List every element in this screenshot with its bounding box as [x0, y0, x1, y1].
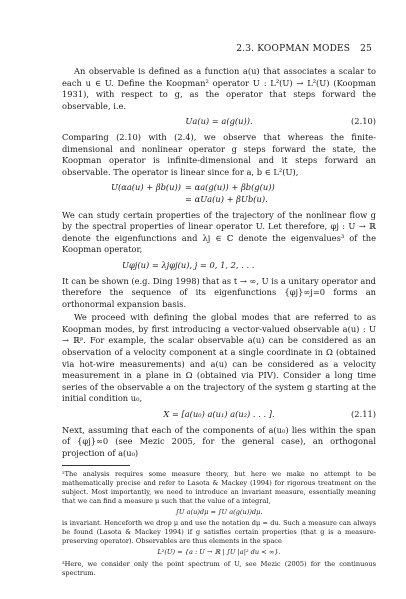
footnote-2-text-a: ²The analysis requires some measure theory, but here we make no attempt to be mathematically precise and refer to Lasota & Mackey (1994) for rigorous treatment on the subject. Most importantly, we need to introduce an invariant measure, essentially meaning that we can find a measure μ such that the value of a integral,: [62, 470, 376, 506]
running-header: [236, 44, 372, 54]
footnote-3: [62, 560, 376, 578]
equation-2-11-number: (2.11): [351, 409, 376, 420]
paragraph-projection: Next, assuming that each of the components of a(u₀) lies within the span of {φj}∞0 (see Mezic 2005, for the general case), an orthogonal projection of a(u₀): [62, 424, 376, 458]
equation-2-11-body: X = [a(u₀) a(u₁) a(u₂) . . . ].: [163, 409, 275, 420]
footnote-2-text-b: is invariant. Henceforth we drop μ and use the notation dμ = du. Such a measure can always be found (Lasota & Mackey 1994) if g satisfies certain properties (that g is a measure-preserving operator). Observables are thus elements in the space: [62, 519, 376, 546]
page-body: [62, 66, 376, 578]
footnote-2-equation-1: ∫U a(u)dμ = ∫U a(g(u))dμ.: [175, 508, 263, 517]
footnote-3-text: ³Here, we consider only the point spectrum of U, see Mezic (2005) for the continuous spectrum.: [62, 560, 376, 578]
linearity-rhs-2: = αUa(u) + βUb(u).: [185, 193, 268, 204]
equation-eigenvalue: Uφj(u) = λjφj(u), j = 0, 1, 2, . . .: [122, 259, 255, 270]
equation-2-10-number: (2.10): [351, 116, 376, 127]
paragraph-observable-definition: An observable is defined as a function a(u) that associates a scalar to each u ∈ U. Define the Koopman² operator U : L²(U) → L²(U) (Koopman 1931), with respect to g, as the operator that steps forward the observable, i.e.: [62, 66, 376, 111]
equation-2-11: [62, 409, 376, 421]
linearity-rhs-1: = αa(g(u)) + βb(g(u)): [185, 182, 275, 193]
linearity-lhs: U(αa(u) + βb(u)): [111, 182, 181, 193]
equation-2-10: [62, 116, 376, 128]
footnote-2-equation-2: L²(U) = {a : U → ℝ | ∫U |a|² du < ∞}.: [157, 548, 281, 557]
paragraph-unitary: It can be shown (e.g. Ding 1998) that as t → ∞, U is a unitary operator and therefore the sequence of its eigenfunctions {φj}∞j=0 forms an orthonormal expansion basis.: [62, 275, 376, 309]
paragraph-koopman-modes: We proceed with defining the global modes that are referred to as Koopman modes, by first introducing a vector-valued observable a(u) : U → ℝᵖ. For example, the scalar observable a(u) can be considered as an observation of a velocity component at a single coordinate in Ω (obtained via hot-wire measurements) and a(u) can be considered as a velocity measurement in a plane in Ω (obtained via PIV). Consider a long time series of the observable a on the trajectory of the system g starting at the initial condition u₀,: [62, 312, 376, 404]
page-number: 25: [360, 44, 372, 54]
header-section-title: 2.3. KOOPMAN MODES: [236, 44, 351, 54]
paragraph-spectral: We can study certain properties of the trajectory of the nonlinear flow g by the spectral properties of linear operator U. Let therefore, φj : U → ℝ denote the eigenfunctions and λj ∈ ℂ denote the eigenvalues³ of the Koopman operator,: [62, 209, 376, 255]
equation-linearity: [62, 182, 376, 205]
equation-2-10-body: Ua(u) = a(g(u)).: [185, 116, 253, 127]
footnote-2: [62, 470, 376, 557]
paragraph-linearity: Comparing (2.10) with (2.4), we observe that whereas the finite-dimensional and nonlinear operator g steps forward the state, the Koopman operator is infinite-dimensional and it steps forward an observable. The operator is linear since for a, b ∈ L²(U),: [62, 131, 376, 177]
footnote-rule: [62, 465, 130, 466]
